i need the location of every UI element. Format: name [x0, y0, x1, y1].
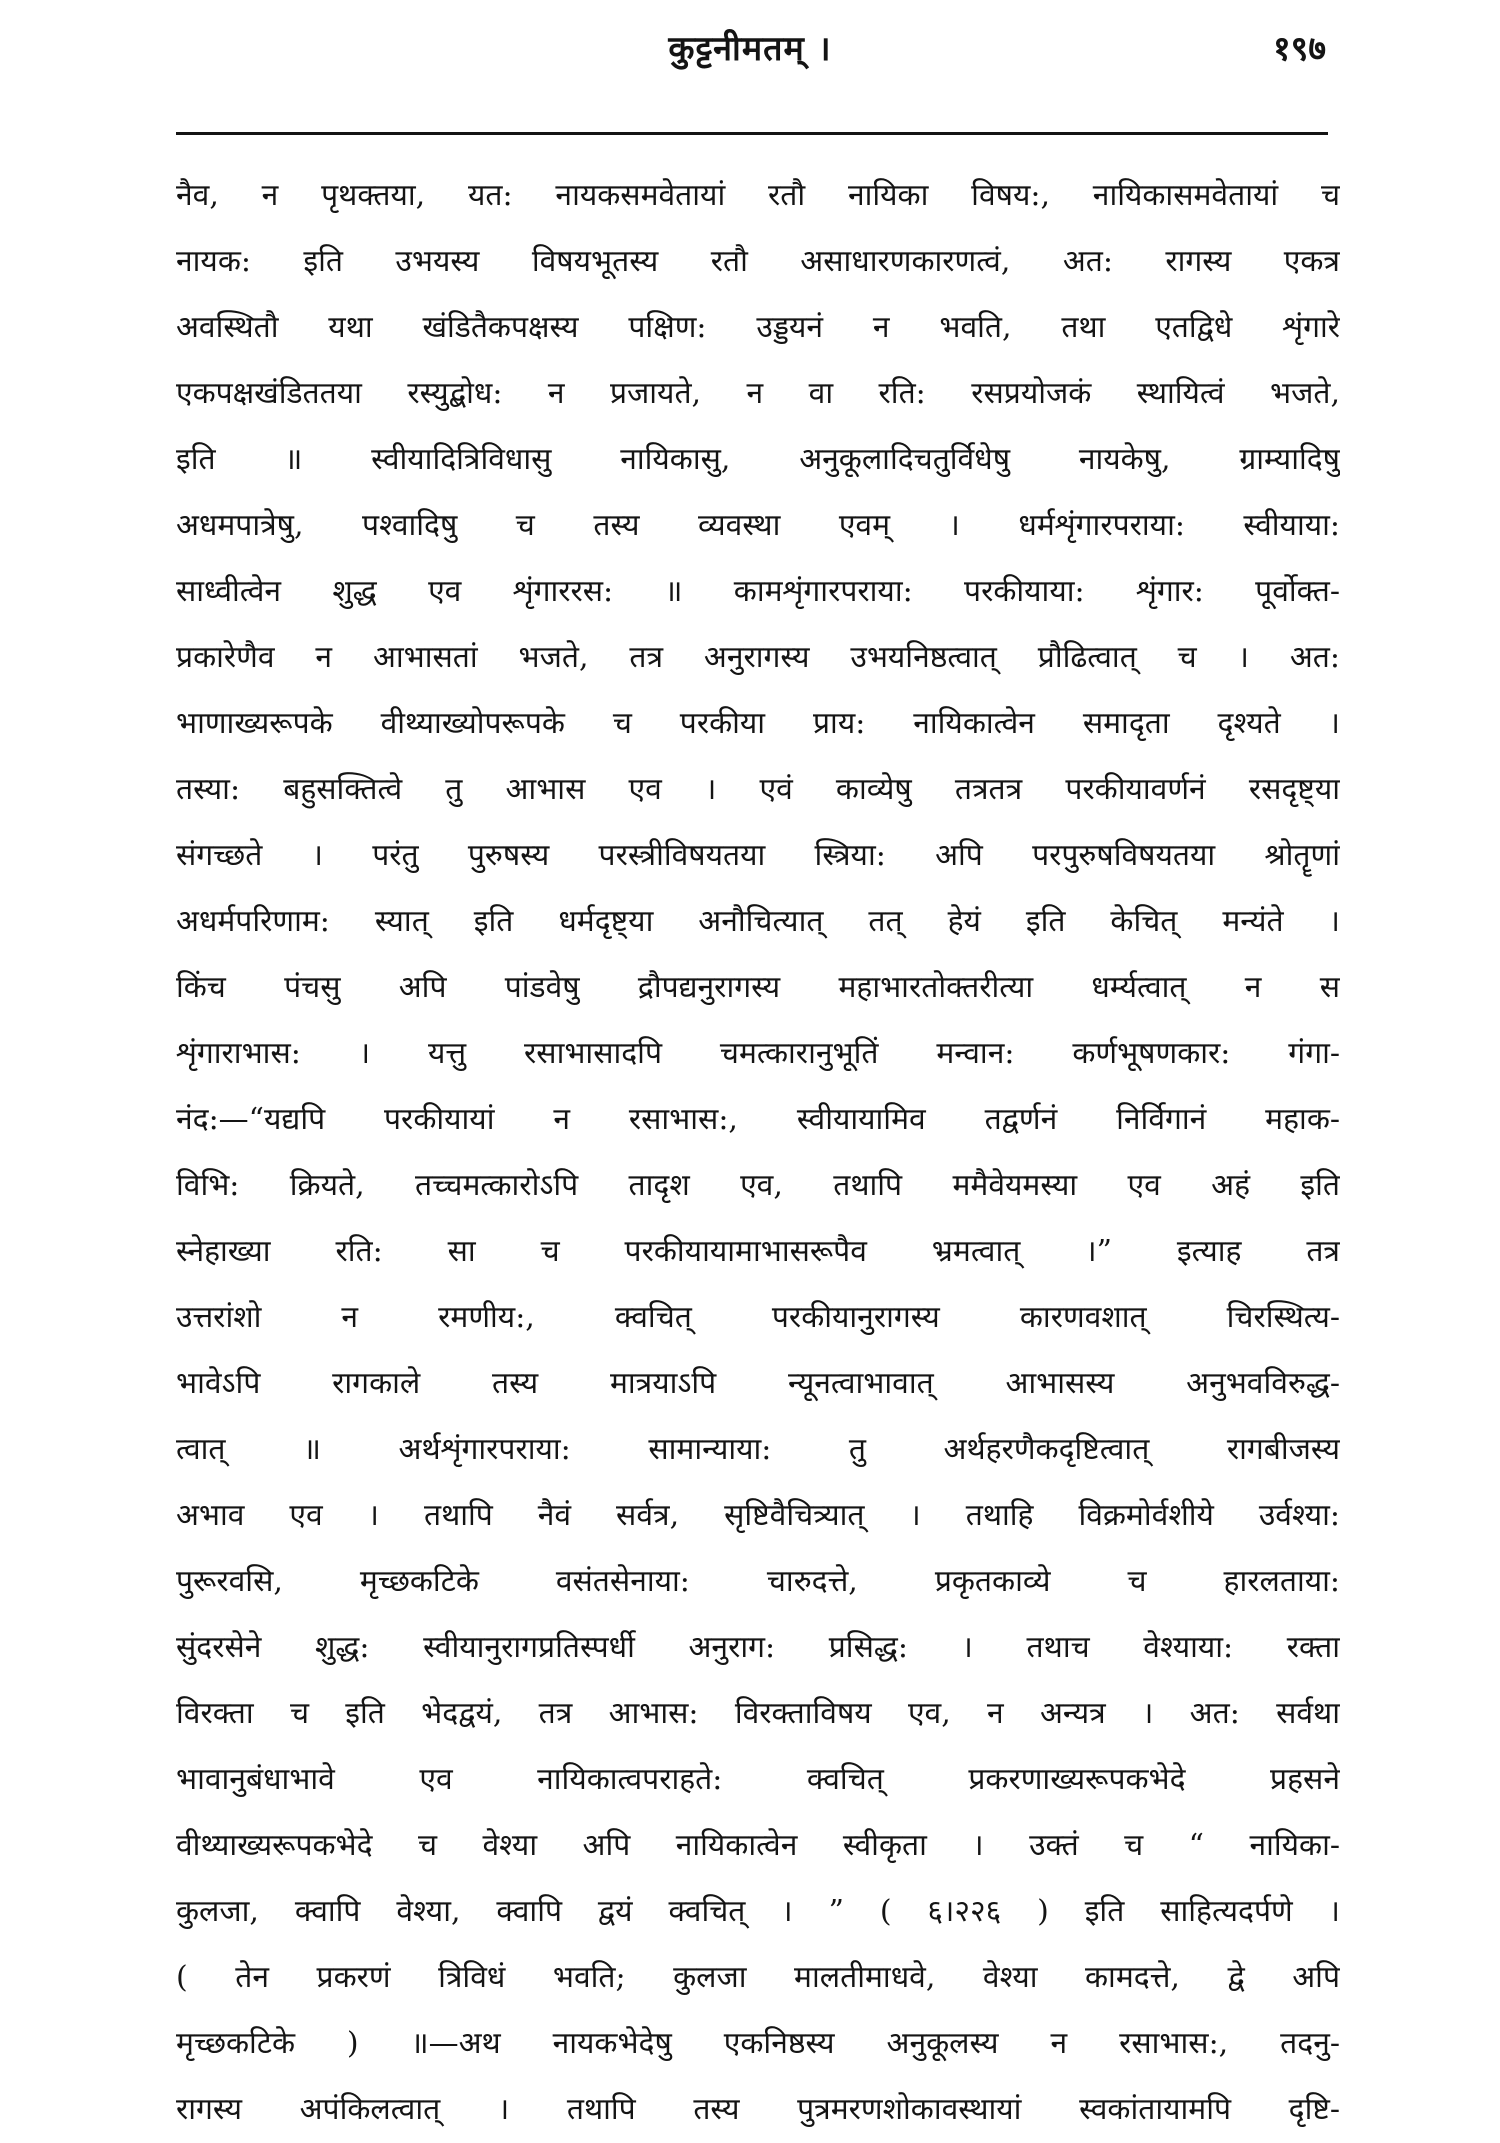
text-line: वीथ्याख्यरूपकभेदे च वेश्या अपि नायिकात्वेन स्वीकृता । उक्तं च “ नायिका-: [176, 1828, 1340, 1863]
text-line: नंद:—“यद्यपि परकीयायां न रसाभास:, स्वीयायामिव तद्वर्णनं निर्विगानं महाक-: [176, 1102, 1340, 1137]
text-line: इति ॥ स्वीयादित्रिविधासु नायिकासु, अनुकूलादिचतुर्विधेषु नायकेषु, ग्राम्यादिषु: [176, 442, 1340, 477]
text-line: सुंदरसेने शुद्ध: स्वीयानुरागप्रतिस्पर्धी अनुराग: प्रसिद्ध: । तथाच वेश्याया: रक्ता: [176, 1630, 1340, 1665]
text-line: स्नेहाख्या रति: सा च परकीयायामाभासरूपैव भ्रमत्वात् ।” इत्याह तत्र: [176, 1234, 1340, 1269]
text-line: भावेऽपि रागकाले तस्य मात्रयाऽपि न्यूनत्वाभावात् आभासस्य अनुभवविरुद्ध-: [176, 1366, 1340, 1401]
text-line: नायक: इति उभयस्य विषयभूतस्य रतौ असाधारणकारणत्वं, अत: रागस्य एकत्र: [176, 244, 1340, 279]
text-line: प्रकारेणैव न आभासतां भजते, तत्र अनुरागस्य उभयनिष्ठत्वात् प्रौढित्वात् च । अत:: [176, 640, 1340, 675]
text-line: अधमपात्रेषु, पश्वादिषु च तस्य व्यवस्था एवम् । धर्मशृंगारपराया: स्वीयाया:: [176, 508, 1340, 543]
text-line: शृंगाराभास: । यत्तु रसाभासादपि चमत्कारानुभूतिं मन्वान: कर्णभूषणकार: गंगा-: [176, 1036, 1340, 1071]
text-line: भाणाख्यरूपके वीथ्याख्योपरूपके च परकीया प्राय: नायिकात्वेन समादृता दृश्यते ।: [176, 706, 1340, 741]
text-line: एकपक्षखंडिततया रस्युद्बोध: न प्रजायते, न वा रति: रसप्रयोजकं स्थायित्वं भजते,: [176, 376, 1340, 411]
header-rule: [176, 132, 1328, 135]
text-line: रागस्य अपंकिलत्वात् । तथापि तस्य पुत्रमरणशोकावस्थायां स्वकांतायामपि दृष्टि-: [176, 2092, 1340, 2127]
text-line: अभाव एव । तथापि नैवं सर्वत्र, सृष्टिवैचित्र्यात् । तथाहि विक्रमोर्वशीये उर्वश्या:: [176, 1498, 1340, 1533]
text-line: भावानुबंधाभावे एव नायिकात्वपराहते: क्वचित् प्रकरणाख्यरूपकभेदे प्रहसने: [176, 1762, 1340, 1797]
text-line: ( तेन प्रकरणं त्रिविधं भवति; कुलजा मालतीमाधवे, वेश्या कामदत्ते, द्वे अपि: [176, 1960, 1340, 1995]
text-line: नैव, न पृथक्तया, यत: नायकसमवेतायां रतौ नायिका विषय:, नायिकासमवेतायां च: [176, 178, 1340, 213]
text-line: विभि: क्रियते, तच्चमत्कारोऽपि तादृश एव, तथापि ममैवेयमस्या एव अहं इति: [176, 1168, 1340, 1203]
text-line: संगच्छते । परंतु पुरुषस्य परस्त्रीविषयतया स्त्रिया: अपि परपुरुषविषयतया श्रोतॄणां: [176, 838, 1340, 873]
text-line: त्वात् ॥ अर्थशृंगारपराया: सामान्याया: तु अर्थहरणैकदृष्टित्वात् रागबीजस्य: [176, 1432, 1340, 1467]
text-line: मृच्छकटिके ) ॥—अथ नायकभेदेषु एकनिष्ठस्य अनुकूलस्य न रसाभास:, तदनु-: [176, 2026, 1340, 2061]
text-line: साध्वीत्वेन शुद्ध एव शृंगाररस: ॥ कामशृंगारपराया: परकीयाया: शृंगार: पूर्वोक्त-: [176, 574, 1340, 609]
text-line: उत्तरांशो न रमणीय:, क्वचित् परकीयानुरागस्य कारणवशात् चिरस्थित्य-: [176, 1300, 1340, 1335]
text-line: विरक्ता च इति भेदद्वयं, तत्र आभास: विरक्ताविषय एव, न अन्यत्र । अत: सर्वथा: [176, 1696, 1340, 1731]
text-line: अधर्मपरिणाम: स्यात् इति धर्मदृष्ट्या अनौचित्यात् तत् हेयं इति केचित् मन्यंते ।: [176, 904, 1340, 939]
body-text: [176, 163, 1340, 2143]
text-line: तस्या: बहुसक्तित्वे तु आभास एव । एवं काव्येषु तत्रतत्र परकीयावर्णनं रसदृष्ट्या: [176, 772, 1340, 807]
text-line: कुलजा, क्वापि वेश्या, क्वापि द्वयं क्वचित् । ” ( ६।२२६ ) इति साहित्यदर्पणे ।: [176, 1894, 1340, 1929]
running-title: कुट्टनीमतम् ।: [668, 29, 832, 69]
text-line: किंच पंचसु अपि पांडवेषु द्रौपद्यनुरागस्य महाभारतोक्तरीत्या धर्म्यत्वात् न स: [176, 970, 1340, 1005]
text-line: पुरूरवसि, मृच्छकटिके वसंतसेनाया: चारुदत्ते, प्रकृतकाव्ये च हारलताया:: [176, 1564, 1340, 1599]
text-line: अवस्थितौ यथा खंडितैकपक्षस्य पक्षिण: उड्डयनं न भवति, तथा एतद्विधे शृंगारे: [176, 310, 1340, 345]
page-number: १९७: [1272, 29, 1326, 69]
